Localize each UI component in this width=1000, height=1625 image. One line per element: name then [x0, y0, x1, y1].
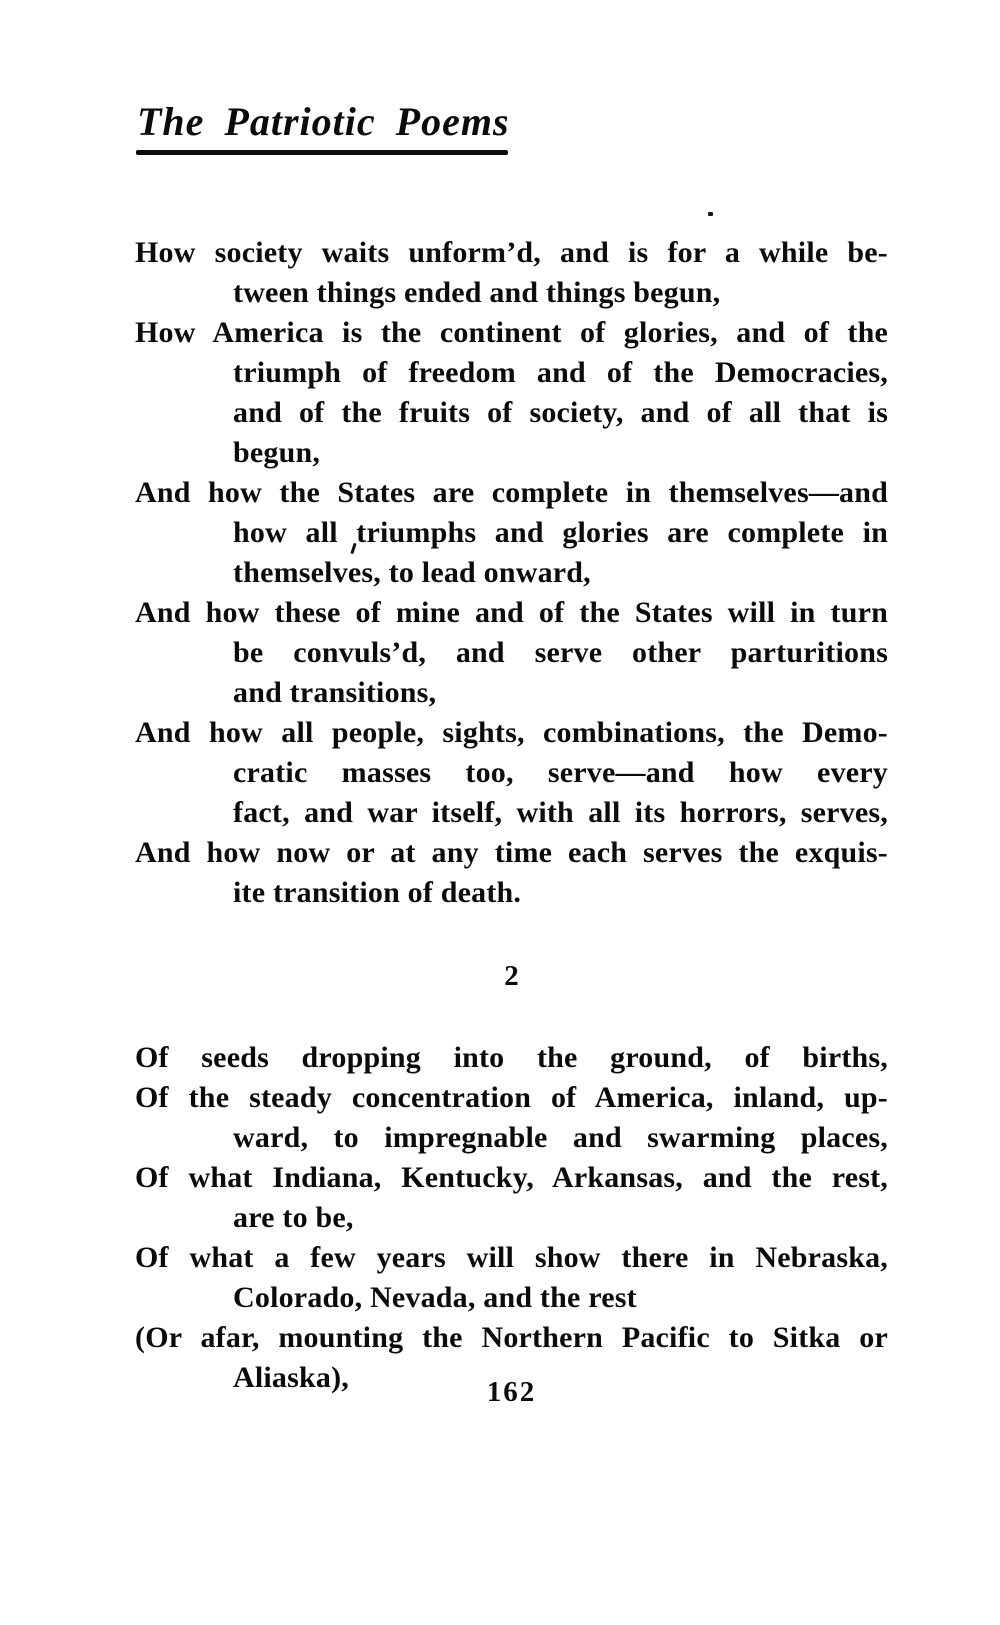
poem-line: fact, and war itself, with all its horrors, serves, — [233, 796, 888, 829]
poem-line: themselves, to lead onward, — [233, 556, 591, 589]
stanza-number: 2 — [504, 960, 519, 992]
poem-line: are to be, — [233, 1201, 354, 1234]
poem-line: and transitions, — [233, 676, 437, 709]
poem-line: And how now or at any time each serves the exquis- — [135, 836, 888, 869]
poem-line: Colorado, Nevada, and the rest — [233, 1281, 637, 1314]
scan-artifact-dot — [708, 212, 713, 216]
poem-line: tween things ended and things begun, — [233, 276, 721, 309]
poem-line: ward, to impregnable and swarming places, — [233, 1121, 888, 1154]
poem-line: And how these of mine and of the States will in turn — [135, 596, 888, 629]
poem-line: how all triumphs and glories are complete in — [233, 516, 888, 549]
poem-line: triumph of freedom and of the Democracies, — [233, 356, 888, 389]
poem-stanza-2 — [135, 1038, 888, 1398]
poem-line: Aliaska), — [233, 1361, 349, 1394]
poem-line: And how all people, sights, combinations, the Demo- — [135, 716, 888, 749]
page-title: The Patriotic Poems — [137, 99, 510, 144]
poem-line: How society waits unform’d, and is for a while be- — [135, 236, 888, 269]
poem-line: be convuls’d, and serve other parturitions — [233, 636, 888, 669]
poem-line: And how the States are complete in themselves—and — [135, 476, 888, 509]
poem-line: (Or afar, mounting the Northern Pacific to Sitka or — [135, 1321, 888, 1354]
poem-line: and of the fruits of society, and of all that is — [233, 396, 888, 429]
poem-line: cratic masses too, serve—and how every — [233, 756, 888, 789]
poem-line: ite transition of death. — [233, 876, 522, 909]
title-underline — [136, 150, 508, 155]
poem-line: How America is the continent of glories, and of the — [135, 316, 888, 349]
poem-line: Of what Indiana, Kentucky, Arkansas, and the rest, — [135, 1161, 888, 1194]
poem-stanza-1 — [135, 233, 888, 913]
poem-line: Of the steady concentration of America, inland, up- — [135, 1081, 888, 1114]
poem-line: Of what a few years will show there in Nebraska, — [135, 1241, 888, 1274]
poem-line: Of seeds dropping into the ground, of births, — [135, 1041, 888, 1074]
poem-line: begun, — [233, 436, 321, 469]
page-number: 162 — [486, 1376, 537, 1408]
